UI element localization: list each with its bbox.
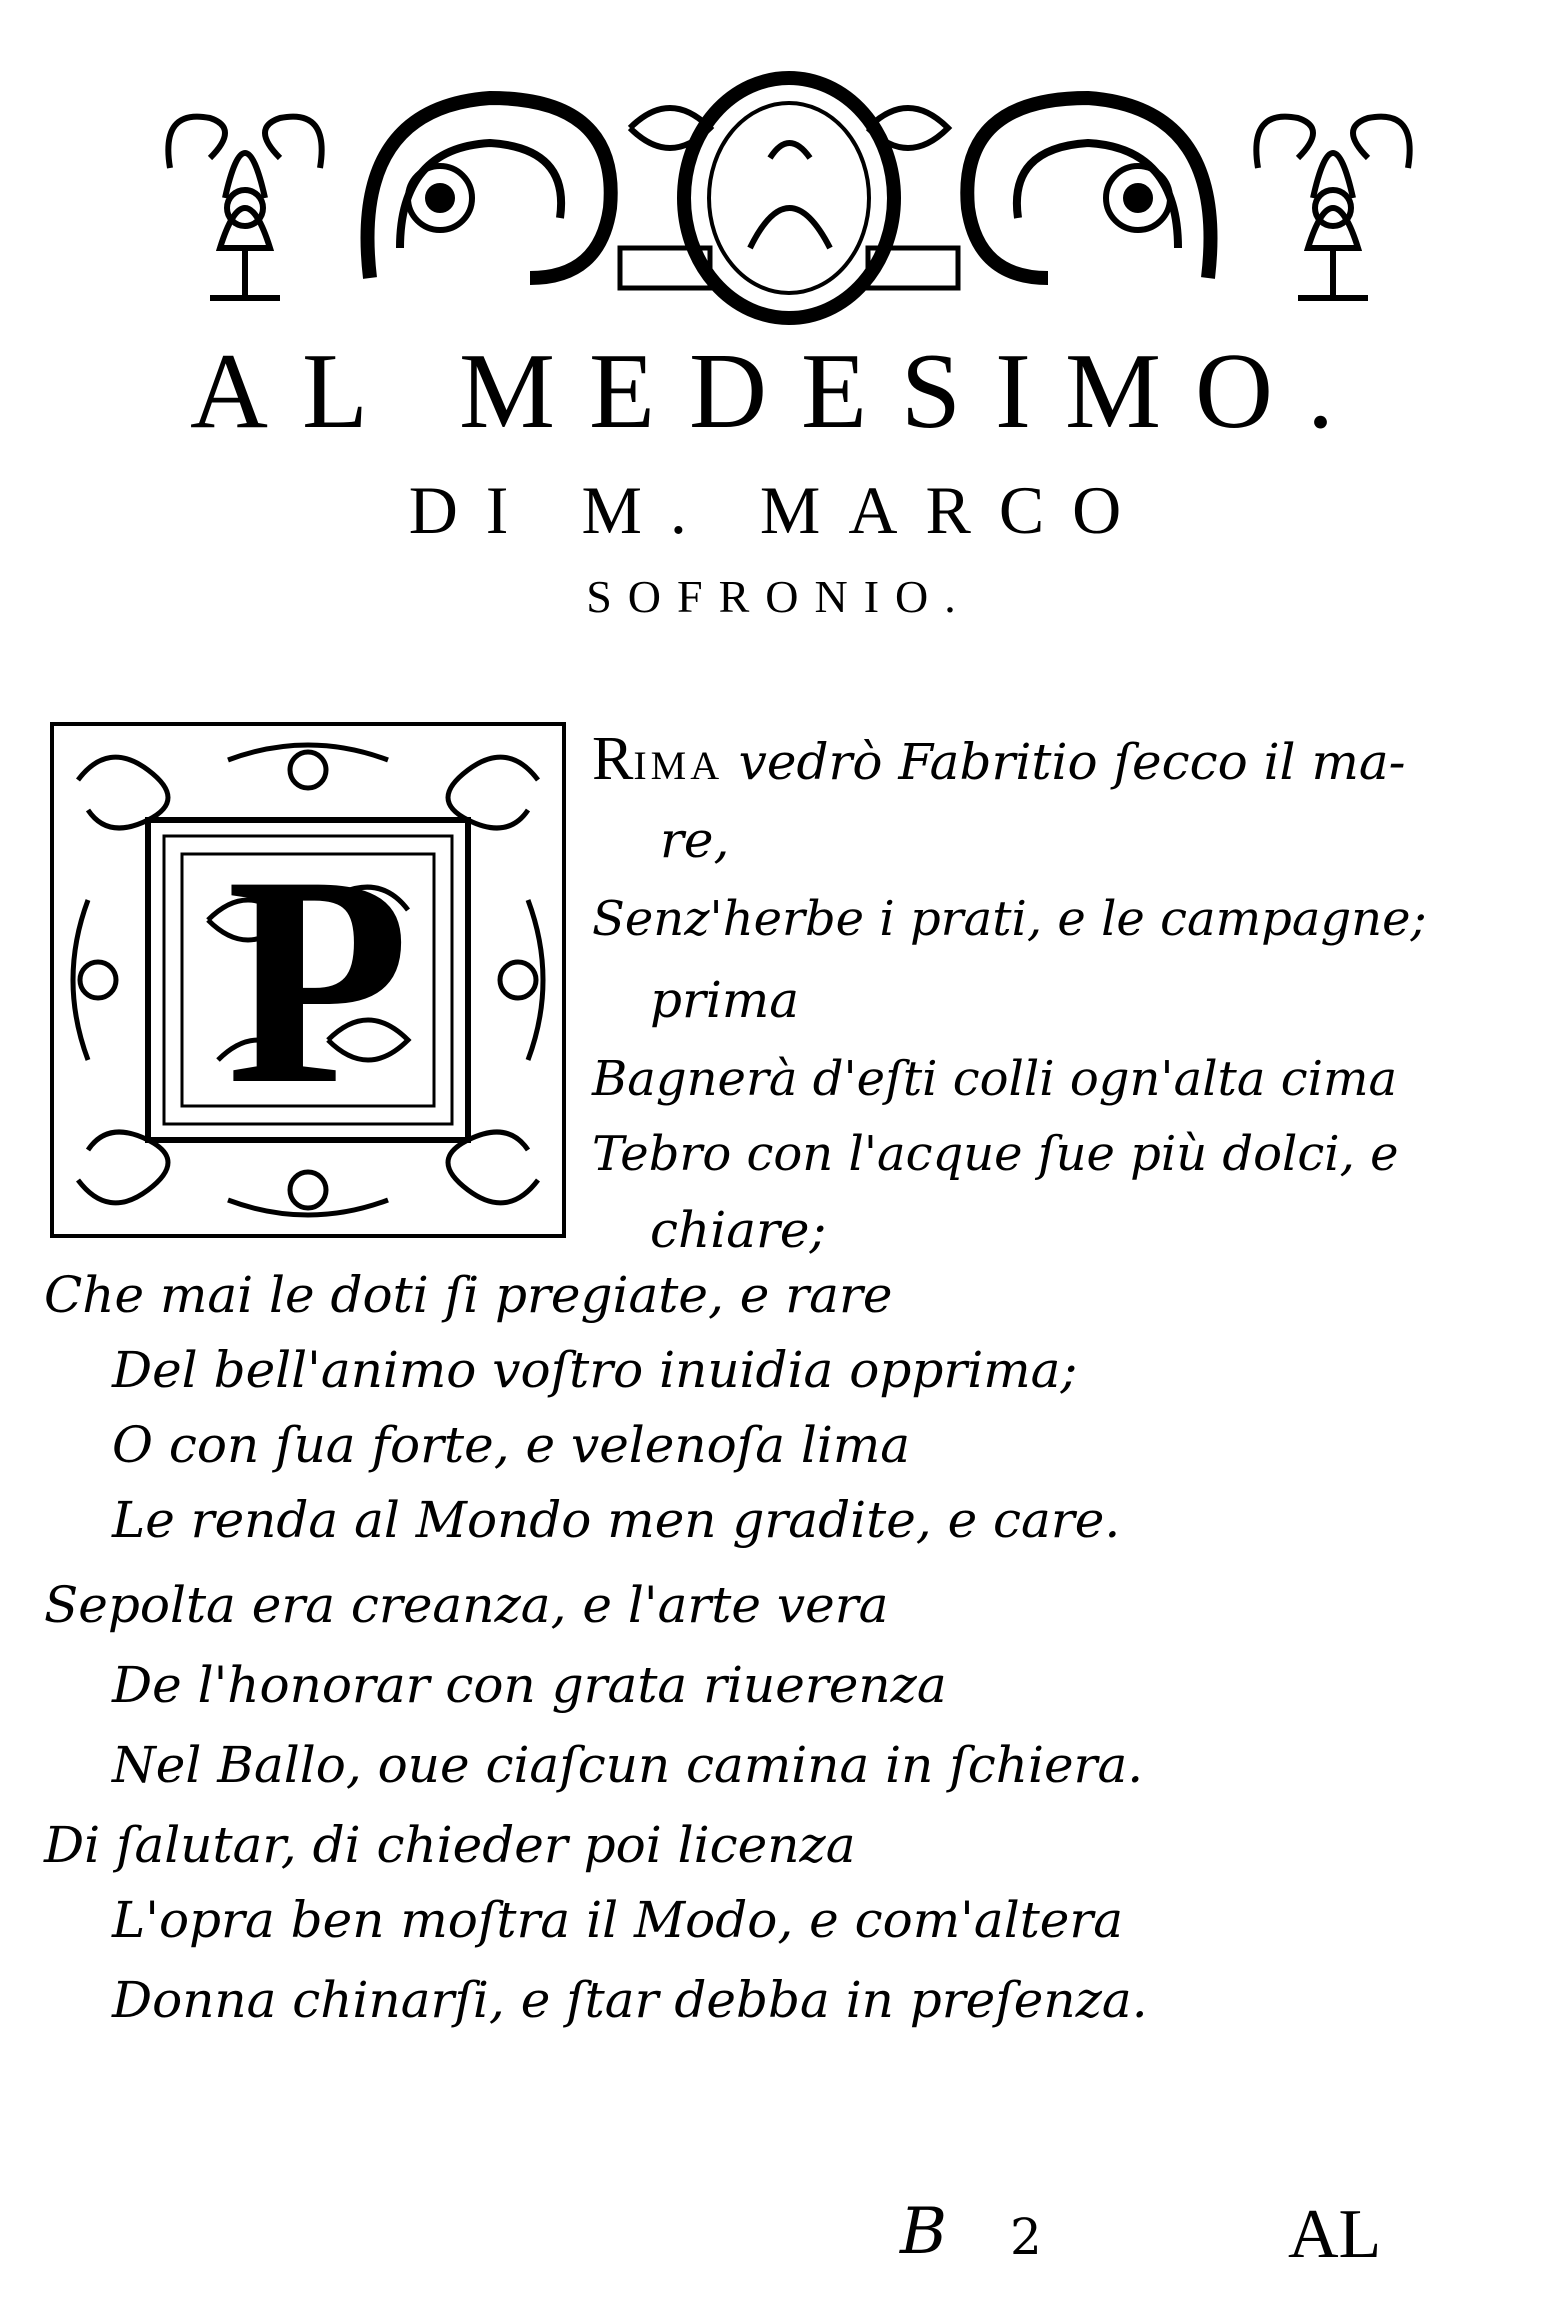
first-line-rest: vedrò Fabritio ſecco il ma- xyxy=(738,733,1406,791)
verse-line: Tebro con l'acque ſue più dolci, e xyxy=(592,1126,1399,1182)
first-verse-line xyxy=(592,725,1406,793)
signature-mark: B xyxy=(900,2195,948,2269)
verse-line: Nel Ballo, oue ciaſcun camina in ſchiera. xyxy=(112,1736,1144,1794)
verse-line: Di ſalutar, di chieder poi licenza xyxy=(44,1816,856,1874)
first-word-capital: R xyxy=(592,725,634,793)
headpiece-woodcut-illustration xyxy=(150,48,1428,328)
verse-line: Che mai le doti ſi pregiate, e rare xyxy=(44,1266,893,1324)
catchword: AL xyxy=(1288,2196,1382,2273)
first-word-smallcaps: IMA xyxy=(633,743,724,788)
author-surname: SOFRONIO. xyxy=(586,571,972,622)
verse-line: Bagnerà d'eſti colli ogn'alta cima xyxy=(592,1051,1398,1107)
verse-line: O con ſua forte, e velenoſa lima xyxy=(112,1416,911,1474)
author-line: DI M. MARCO xyxy=(408,472,1150,548)
ornamental-headpiece xyxy=(150,48,1428,328)
verse-line: L'opra ben moſtra il Modo, e com'altera xyxy=(112,1891,1124,1949)
verse-line: Del bell'animo voſtro inuidia opprima; xyxy=(112,1341,1078,1399)
verse-line: Senz'herbe i prati, e le campagne; xyxy=(592,891,1427,947)
verse-line: chiare; xyxy=(650,1201,827,1259)
verse-line: re, xyxy=(660,811,730,869)
decorated-initial xyxy=(48,720,568,1240)
verse-line: De l'honorar con grata riuerenza xyxy=(112,1656,947,1714)
verse-line: Sepolta era creanza, e l'arte vera xyxy=(44,1576,889,1634)
verse-line: prima xyxy=(650,971,800,1029)
initial-letter: P xyxy=(226,814,410,1146)
verse-line: Donna chinarſi, e ſtar debba in preſenza. xyxy=(112,1971,1148,2029)
verse-line: Le renda al Mondo men gradite, e care. xyxy=(112,1491,1121,1549)
page-title: AL MEDESIMO. xyxy=(190,332,1368,451)
signature-number: 2 xyxy=(1010,2208,1042,2266)
